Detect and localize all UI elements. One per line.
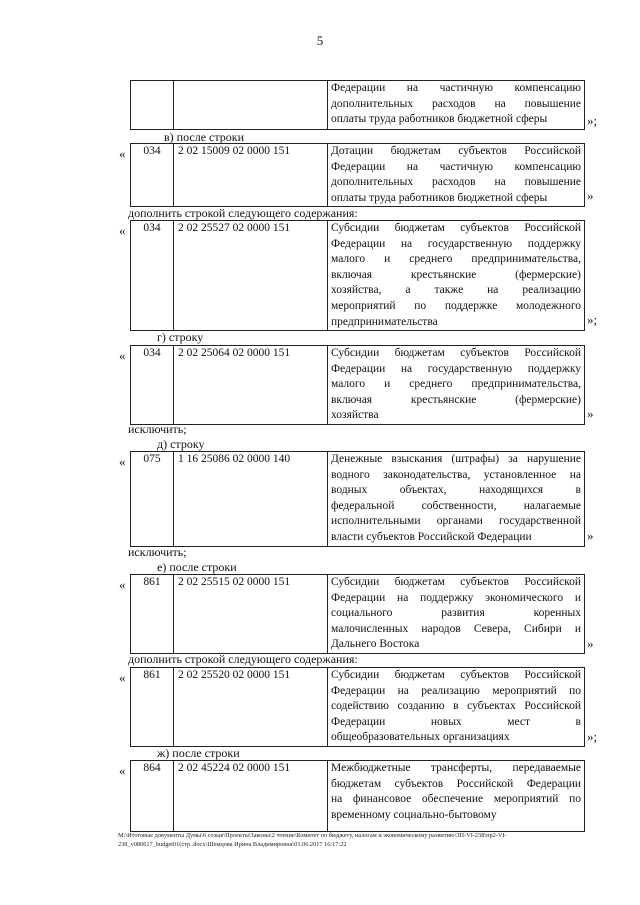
revenue-description-cell [328, 761, 585, 832]
description-line: Субсидии бюджетам субъектов Российской [331, 576, 581, 588]
description-line: Дотации бюджетам субъектов Российской [331, 145, 581, 157]
revenue-description-cell [328, 575, 585, 654]
description-line: малого и среднего предпринимательства, [331, 378, 581, 391]
description-line: социального развития коренных [331, 607, 581, 620]
budget-classification-code-cell: 2 02 45224 02 0000 151 [174, 761, 328, 832]
description-line: хозяйства [331, 409, 379, 422]
budget-table-row [130, 574, 585, 654]
close-quote: » [587, 188, 594, 203]
description-line: включая крестьянские (фермерские) [331, 393, 581, 406]
revenue-description-cell [328, 668, 585, 747]
close-quote: » [587, 406, 594, 421]
description-line: Федерации на поддержку экономического и [331, 591, 581, 604]
description-line: Федерации на частичную компенсацию [331, 82, 581, 94]
instruction-text: е) после строки [157, 560, 237, 574]
description-line: федеральной собственности, налагаемые [331, 499, 581, 512]
description-line: Субсидии бюджетам субъектов Российской [331, 669, 581, 681]
admin-code-cell: 861 [131, 575, 174, 654]
description-line: Субсидии бюджетам субъектов Российской [331, 347, 581, 359]
description-line: оплаты труда работников бюджетной сферы [331, 113, 548, 126]
instruction-text: исключить; [128, 545, 187, 559]
budget-classification-code-cell: 1 16 25086 02 0000 140 [174, 452, 328, 547]
admin-code-cell: 075 [131, 452, 174, 547]
revenue-description-cell [328, 81, 585, 130]
instruction-text: д) строку [157, 437, 205, 451]
description-line: Федерации на реализацию мероприятий по [331, 684, 581, 697]
description-line: Дальнего Востока [331, 638, 420, 651]
budget-classification-code-cell [174, 81, 328, 130]
close-quote: »; [587, 312, 598, 327]
instruction-text: ж) после строки [157, 746, 240, 760]
description-line: предпринимательства [331, 315, 438, 328]
close-quote: » [587, 528, 594, 543]
description-line: хозяйства, а также на реализацию [331, 284, 581, 297]
description-line: водного законодательства, установленное на [331, 468, 581, 481]
description-line: водных объектах, находящихся в [331, 484, 581, 497]
description-line: общеобразовательных организациях [331, 731, 510, 744]
budget-table-row [130, 760, 585, 832]
revenue-description-cell [328, 221, 585, 331]
instruction-text: дополнить строкой следующего содержания: [128, 652, 358, 666]
admin-code-cell [131, 81, 174, 130]
description-line: дополнительных расходов на повышение [331, 97, 581, 110]
open-quote: « [119, 577, 126, 592]
budget-table-row [130, 143, 585, 207]
open-quote: « [119, 348, 126, 363]
description-line: Федерации новых мест в [331, 715, 581, 728]
revenue-description-cell [328, 452, 585, 547]
description-line: содействию созданию в субъектах Российской [331, 700, 581, 713]
description-line: оплаты труда работников бюджетной сферы [331, 191, 548, 204]
description-line: временному социально-бытовому [331, 808, 497, 821]
description-line: Федерации на частичную компенсацию [331, 160, 581, 173]
budget-table-row [130, 345, 585, 425]
open-quote: « [119, 670, 126, 685]
description-line: дополнительных расходов на повышение [331, 176, 581, 189]
page-number: 5 [316, 33, 324, 48]
budget-table-row [130, 80, 585, 130]
description-line: Денежные взыскания (штрафы) за нарушение [331, 453, 581, 465]
revenue-description-cell [328, 346, 585, 425]
admin-code-cell: 864 [131, 761, 174, 832]
close-quote: » [587, 636, 594, 651]
description-line: власти субъектов Российской Федерации [331, 530, 532, 543]
instruction-text: дополнить строкой следующего содержания: [128, 206, 358, 220]
description-line: малочисленных народов Севера, Сибири и [331, 622, 581, 635]
description-line: Межбюджетные трансферты, передаваемые [331, 762, 581, 774]
file-path-footer: M:\Итоговые документы Думы\6 созыв\Проекты\Законы\2 чтение\Комитет по бюджету, налогам и экономическому развитию\ЗП-VI-238\пр2-VI-238_v080617_budget01(стр..docx\Шемцова Ирина Владимировна\01.06.2017 16:17:22 [118, 832, 507, 848]
instruction-text: г) строку [157, 330, 204, 344]
open-quote: « [119, 454, 126, 469]
budget-table-row [130, 667, 585, 747]
open-quote: « [119, 763, 126, 778]
description-line: Федерации на государственную поддержку [331, 237, 581, 250]
revenue-description-cell [328, 144, 585, 207]
description-line: малого и среднего предпринимательства, [331, 253, 581, 266]
description-line: Субсидии бюджетам субъектов Российской [331, 222, 581, 234]
budget-classification-code-cell: 2 02 15009 02 0000 151 [174, 144, 328, 207]
budget-classification-code-cell: 2 02 25064 02 0000 151 [174, 346, 328, 425]
budget-table-row [130, 451, 585, 547]
open-quote: « [119, 223, 126, 238]
description-line: включая крестьянские (фермерские) [331, 268, 581, 281]
description-line: бюджетам субъектов Российской Федерации [331, 777, 581, 790]
description-line: на финансовое обеспечение мероприятий по [331, 793, 581, 806]
instruction-text: в) после строки [164, 130, 244, 144]
admin-code-cell: 861 [131, 668, 174, 747]
admin-code-cell: 034 [131, 346, 174, 425]
close-quote: »; [587, 729, 598, 744]
budget-classification-code-cell: 2 02 25520 02 0000 151 [174, 668, 328, 747]
budget-classification-code-cell: 2 02 25527 02 0000 151 [174, 221, 328, 331]
budget-classification-code-cell: 2 02 25515 02 0000 151 [174, 575, 328, 654]
description-line: мероприятий по поддержке молодежного [331, 299, 581, 312]
description-line: Федерации на государственную поддержку [331, 362, 581, 375]
budget-table-row [130, 220, 585, 331]
admin-code-cell: 034 [131, 221, 174, 331]
description-line: исполнительными органами государственной [331, 515, 581, 528]
close-quote: »; [587, 113, 598, 128]
admin-code-cell: 034 [131, 144, 174, 207]
instruction-text: исключить; [128, 422, 187, 436]
open-quote: « [119, 146, 126, 161]
